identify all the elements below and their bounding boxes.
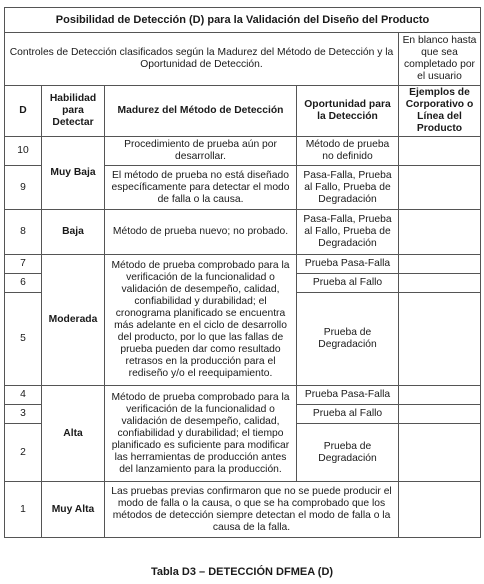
header-maturity: Madurez del Método de Detección <box>105 86 297 137</box>
table-row <box>5 137 481 166</box>
ability-baja: Baja <box>42 210 105 255</box>
opportunity-cell: Prueba Pasa-Falla <box>297 255 399 274</box>
d-value: 9 <box>5 166 42 210</box>
table-row <box>5 482 481 538</box>
example-cell <box>399 274 481 293</box>
ability-moderada: Moderada <box>42 255 105 386</box>
example-cell <box>399 482 481 538</box>
header-d: D <box>5 86 42 137</box>
example-cell <box>399 405 481 424</box>
example-cell <box>399 137 481 166</box>
table-row <box>5 255 481 274</box>
d-value: 10 <box>5 137 42 166</box>
example-cell <box>399 166 481 210</box>
header-ability: Habilidad para Detectar <box>42 86 105 137</box>
controls-row <box>5 33 481 86</box>
d-value: 2 <box>5 424 42 482</box>
example-cell <box>399 210 481 255</box>
d-value: 1 <box>5 482 42 538</box>
opportunity-cell: Prueba Pasa-Falla <box>297 386 399 405</box>
example-cell <box>399 255 481 274</box>
example-cell <box>399 424 481 482</box>
table-row <box>5 386 481 405</box>
example-cell <box>399 386 481 405</box>
header-row <box>5 86 481 137</box>
header-examples: Ejemplos de Corporativo o Línea del Producto <box>399 86 481 137</box>
title-row <box>5 8 481 33</box>
opportunity-cell: Método de prueba no definido <box>297 137 399 166</box>
maturity-cell: El método de prueba no está diseñado específicamente para detectar el modo de falla o la causa. <box>105 166 297 210</box>
table-row <box>5 210 481 255</box>
ability-alta: Alta <box>42 386 105 482</box>
opportunity-cell: Prueba de Degradación <box>297 293 399 386</box>
controls-description: Controles de Detección clasificados según la Madurez del Método de Detección y la Oportunidad de Detección. <box>5 33 399 86</box>
maturity-cell: Método de prueba nuevo; no probado. <box>105 210 297 255</box>
d-value: 4 <box>5 386 42 405</box>
d-value: 3 <box>5 405 42 424</box>
maturity-cell: Procedimiento de prueba aún por desarrollar. <box>105 137 297 166</box>
user-note: En blanco hasta que sea completado por el usuario <box>399 33 481 86</box>
maturity-cell: Método de prueba comprobado para la verificación de la funcionalidad o validación de desempeño, calidad, confiabilidad y durabilidad; el cronograma planificado se encuentra más adelante en el ciclo de desarrollo del producto, por lo que las fallas de prueba pueden dar como resultado retrasos en la producción para el rediseño y/o el reequipamiento. <box>105 255 297 386</box>
ability-muy-baja: Muy Baja <box>42 137 105 210</box>
d-value: 6 <box>5 274 42 293</box>
d-value: 8 <box>5 210 42 255</box>
d-value: 7 <box>5 255 42 274</box>
table-caption: Tabla D3 – DETECCIÓN DFMEA (D) <box>150 566 334 578</box>
opportunity-cell: Pasa-Falla, Prueba al Fallo, Prueba de Degradación <box>297 210 399 255</box>
ability-muy-alta: Muy Alta <box>42 482 105 538</box>
opportunity-cell: Prueba al Fallo <box>297 405 399 424</box>
maturity-cell: Las pruebas previas confirmaron que no se puede producir el modo de falla o la causa, o que se ha comprobado que los métodos de detección siempre detectan el modo de falla o la causa de la falla. <box>105 482 399 538</box>
opportunity-cell: Pasa-Falla, Prueba al Fallo, Prueba de Degradación <box>297 166 399 210</box>
detection-table <box>4 7 481 538</box>
opportunity-cell: Prueba al Fallo <box>297 274 399 293</box>
example-cell <box>399 293 481 386</box>
d-value: 5 <box>5 293 42 386</box>
header-opportunity: Oportunidad para la Detección <box>297 86 399 137</box>
table-title: Posibilidad de Detección (D) para la Validación del Diseño del Producto <box>5 8 481 33</box>
opportunity-cell: Prueba de Degradación <box>297 424 399 482</box>
maturity-cell: Método de prueba comprobado para la verificación de la funcionalidad o validación de desempeño, calidad, confiabilidad y durabilidad; el tiempo planificado es suficiente para modificar las herramientas de producción antes del lanzamiento para la producción. <box>105 386 297 482</box>
